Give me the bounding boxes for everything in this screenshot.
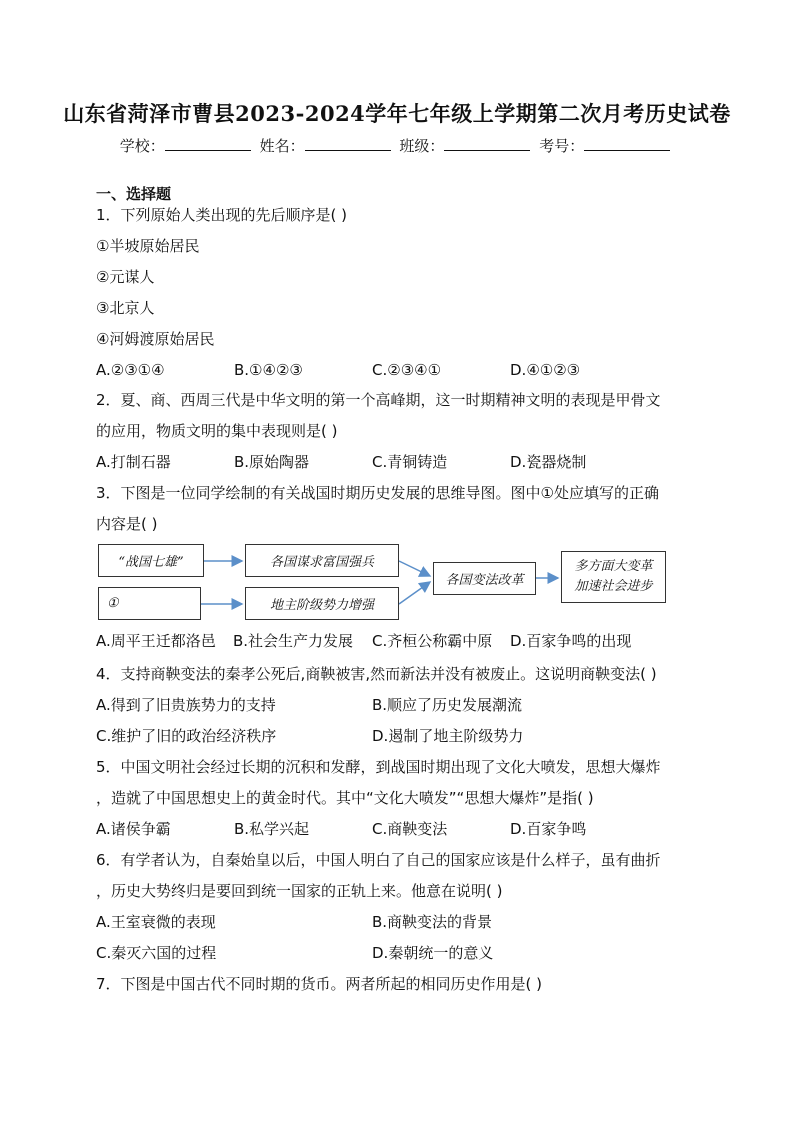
q4-option-c[interactable]: C.维护了旧的政治经济秩序 [96, 727, 277, 745]
page-title: 山东省菏泽市曹县2023-2024学年七年级上学期第二次月考历史试卷 [63, 101, 731, 126]
map-box-reform: 各国变法改革 [433, 562, 536, 595]
q2-stem-line2: 的应用，物质文明的集中表现则是( ) [96, 422, 338, 440]
q7-stem: 7．下图是中国古代不同时期的货币。两者所起的相同历史作用是( ) [96, 975, 543, 993]
arrow-4 [399, 582, 430, 604]
q1-option-a[interactable]: A.②③①④ [96, 361, 165, 379]
q3-option-a[interactable]: A.周平王迁都洛邑 [96, 632, 216, 650]
name-label: 姓名： [259, 137, 305, 155]
q3-option-d[interactable]: D.百家争鸣的出现 [510, 632, 632, 650]
q6-option-c[interactable]: C.秦灭六国的过程 [96, 944, 217, 962]
map-box-progress-line2: 加速社会进步 [574, 579, 653, 594]
q1-option-c[interactable]: C.②③④① [372, 361, 442, 379]
q2-option-c[interactable]: C.青铜铸造 [372, 453, 448, 471]
q5-option-c[interactable]: C.商鞅变法 [372, 820, 448, 838]
q6-option-a[interactable]: A.王室衰微的表现 [96, 913, 216, 931]
q5-stem-line1: 5．中国文明社会经过长期的沉积和发酵，到战国时期出现了文化大喷发，思想大爆炸 [96, 758, 661, 776]
map-box-progress [561, 551, 666, 603]
q1-item-2: ②元谋人 [96, 268, 155, 286]
q5-option-d[interactable]: D.百家争鸣 [510, 820, 587, 838]
class-label: 班级： [399, 137, 445, 155]
section-title: 一、选择题 [96, 185, 172, 203]
arrow-3 [399, 561, 430, 576]
q6-stem-line2: ，历史大势终归是要回到统一国家的正轨上来。他意在说明( ) [96, 882, 503, 900]
q6-option-b[interactable]: B.商鞅变法的背景 [372, 913, 493, 931]
q6-stem-line1: 6．有学者认为，自秦始皇以后，中国人明白了自己的国家应该是什么样子，虽有曲折 [96, 851, 661, 869]
number-label: 考号： [539, 137, 585, 155]
map-box-seven-states: “战国七雄” [98, 544, 204, 577]
q3-stem-line1: 3．下图是一位同学绘制的有关战国时期历史发展的思维导图。图中①处应填写的正确 [96, 484, 659, 502]
q5-option-b[interactable]: B.私学兴起 [234, 820, 310, 838]
q4-option-a[interactable]: A.得到了旧贵族势力的支持 [96, 696, 276, 714]
school-label: 学校： [119, 137, 165, 155]
q1-stem: 1．下列原始人类出现的先后顺序是( ) [96, 206, 348, 224]
q1-item-1: ①半坡原始居民 [96, 237, 200, 255]
q4-option-d[interactable]: D.遏制了地主阶级势力 [372, 727, 524, 745]
q2-option-b[interactable]: B.原始陶器 [234, 453, 310, 471]
q1-option-b[interactable]: B.①④②③ [234, 361, 303, 379]
q4-option-b[interactable]: B.顺应了历史发展潮流 [372, 696, 523, 714]
map-box-progress-line1: 多方面大变革 [574, 559, 653, 574]
q1-item-4: ④河姆渡原始居民 [96, 330, 215, 348]
q6-option-d[interactable]: D.秦朝统一的意义 [372, 944, 494, 962]
q1-item-3: ③北京人 [96, 299, 155, 317]
q2-option-a[interactable]: A.打制石器 [96, 453, 171, 471]
q2-stem-line1: 2．夏、商、西周三代是中华文明的第一个高峰期，这一时期精神文明的表现是甲骨文 [96, 391, 661, 409]
q3-option-b[interactable]: B.社会生产力发展 [233, 632, 354, 650]
map-box-prosperity: 各国谋求富国强兵 [245, 544, 399, 577]
q5-option-a[interactable]: A.诸侯争霸 [96, 820, 171, 838]
q4-stem: 4．支持商鞅变法的秦孝公死后,商鞅被害,然而新法并没有被废止。这说明商鞅变法( ) [96, 665, 657, 683]
q1-option-d[interactable]: D.④①②③ [510, 361, 581, 379]
q2-option-d[interactable]: D.瓷器烧制 [510, 453, 587, 471]
q3-option-c[interactable]: C.齐桓公称霸中原 [372, 632, 493, 650]
map-box-blank-1: ① [98, 587, 201, 620]
q3-stem-line2: 内容是( ) [96, 515, 158, 533]
q5-stem-line2: ，造就了中国思想史上的黄金时代。其中“文化大喷发”“思想大爆炸”是指( ) [96, 789, 594, 807]
map-box-landlord: 地主阶级势力增强 [245, 587, 399, 620]
